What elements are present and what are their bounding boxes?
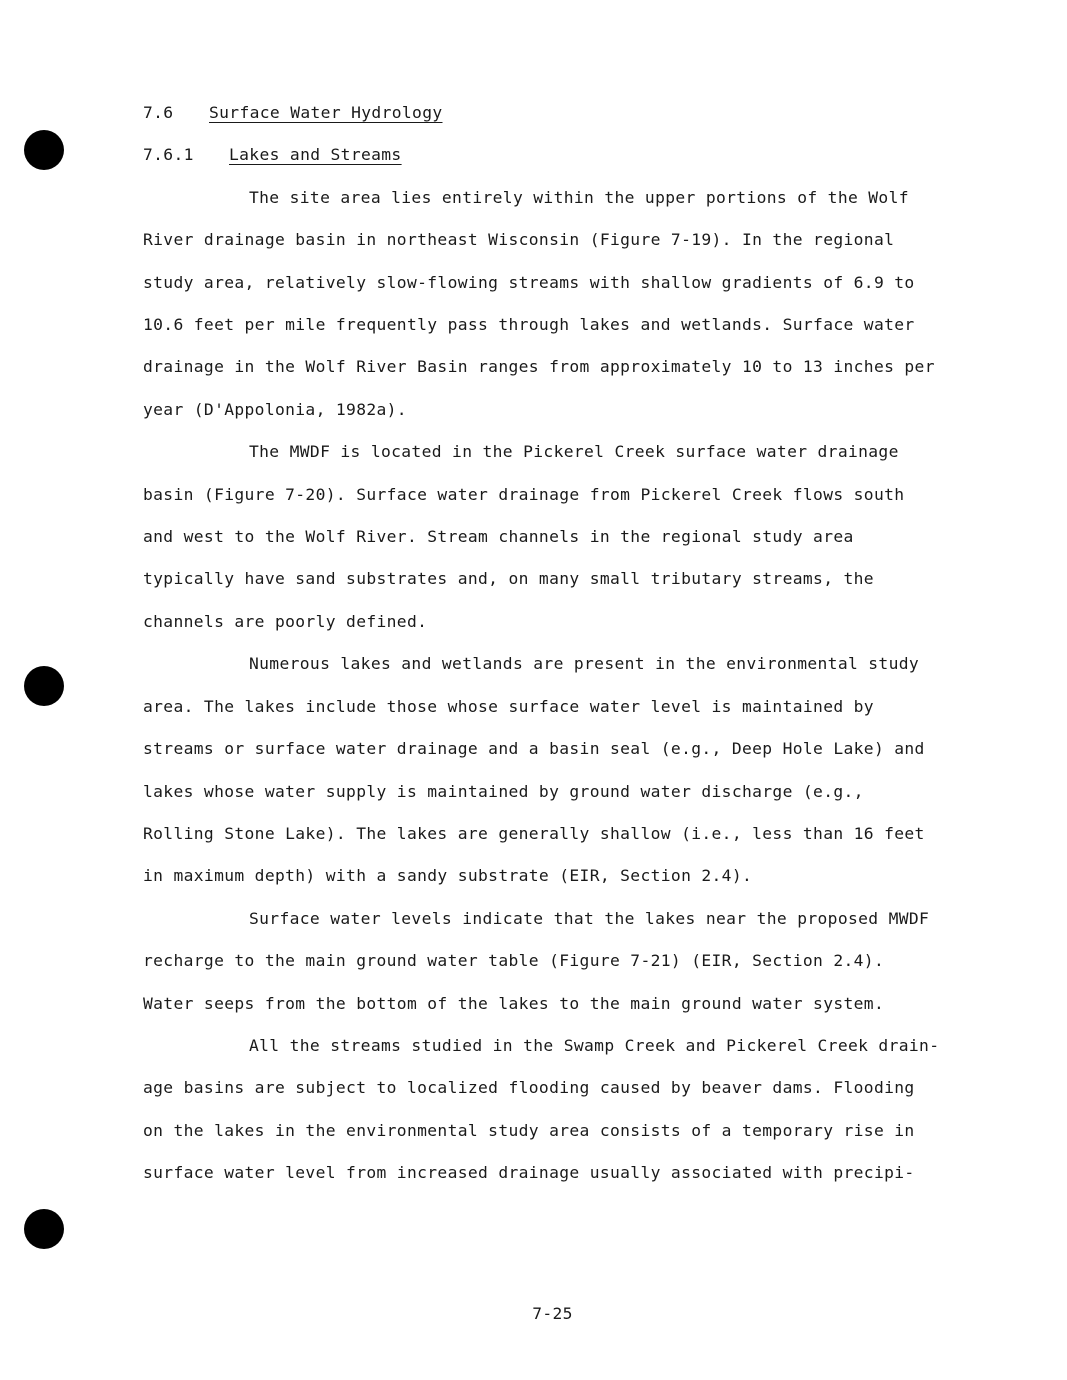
text-line: on the lakes in the environmental study area consists of a temporary rise in [143, 1120, 915, 1140]
punch-hole-middle [24, 666, 64, 706]
text-line: All the streams studied in the Swamp Creek and Pickerel Creek drain- [249, 1035, 940, 1055]
text-line: The MWDF is located in the Pickerel Creek surface water drainage [249, 442, 899, 462]
text-line: The site area lies entirely within the upper portions of the Wolf [249, 187, 909, 207]
subsection-heading [143, 134, 973, 176]
text-line: age basins are subject to localized flooding caused by beaver dams. Flooding [143, 1078, 915, 1098]
paragraph-flooding [143, 1025, 973, 1195]
text-line: and west to the Wolf River. Stream channels in the regional study area [143, 527, 854, 547]
text-line: basin (Figure 7-20). Surface water drainage from Pickerel Creek flows south [143, 484, 905, 504]
text-line: Numerous lakes and wetlands are present in the environmental study [249, 654, 920, 674]
punch-hole-top [24, 130, 64, 170]
text-line: Surface water levels indicate that the lakes near the proposed MWDF [249, 908, 930, 928]
text-line: surface water level from increased drainage usually associated with precipi- [143, 1163, 915, 1183]
section-number: 7.6 [143, 103, 174, 122]
page-number: 7-25 [532, 1304, 573, 1323]
paragraph-wolf-river-basin [143, 177, 973, 431]
paragraph-lakes-wetlands [143, 643, 973, 897]
text-line: area. The lakes include those whose surface water level is maintained by [143, 696, 874, 716]
text-line: Rolling Stone Lake). The lakes are generally shallow (i.e., less than 16 feet [143, 823, 925, 843]
subsection-title: Lakes and Streams [229, 145, 402, 165]
paragraph-water-levels [143, 898, 973, 1025]
text-line: in maximum depth) with a sandy substrate (EIR, Section 2.4). [143, 866, 753, 886]
text-line: recharge to the main ground water table (Figure 7-21) (EIR, Section 2.4). [143, 951, 885, 971]
text-line: streams or surface water drainage and a basin seal (e.g., Deep Hole Lake) and [143, 739, 925, 759]
punch-hole-bottom [24, 1209, 64, 1249]
text-line: 10.6 feet per mile frequently pass through lakes and wetlands. Surface water [143, 315, 915, 335]
text-line: drainage in the Wolf River Basin ranges from approximately 10 to 13 inches per [143, 357, 935, 377]
text-line: Water seeps from the bottom of the lakes to the main ground water system. [143, 993, 885, 1013]
section-heading [143, 92, 973, 134]
text-line: River drainage basin in northeast Wisconsin (Figure 7-19). In the regional [143, 230, 895, 250]
text-line: typically have sand substrates and, on many small tributary streams, the [143, 569, 874, 589]
paragraph-pickerel-creek [143, 431, 973, 643]
text-line: study area, relatively slow-flowing streams with shallow gradients of 6.9 to [143, 272, 915, 292]
text-line: lakes whose water supply is maintained by ground water discharge (e.g., [143, 781, 864, 801]
subsection-number: 7.6.1 [143, 145, 194, 165]
text-line: year (D'Appolonia, 1982a). [143, 399, 407, 419]
body-text [143, 92, 973, 1195]
text-line: channels are poorly defined. [143, 611, 428, 631]
section-title: Surface Water Hydrology [209, 103, 443, 122]
